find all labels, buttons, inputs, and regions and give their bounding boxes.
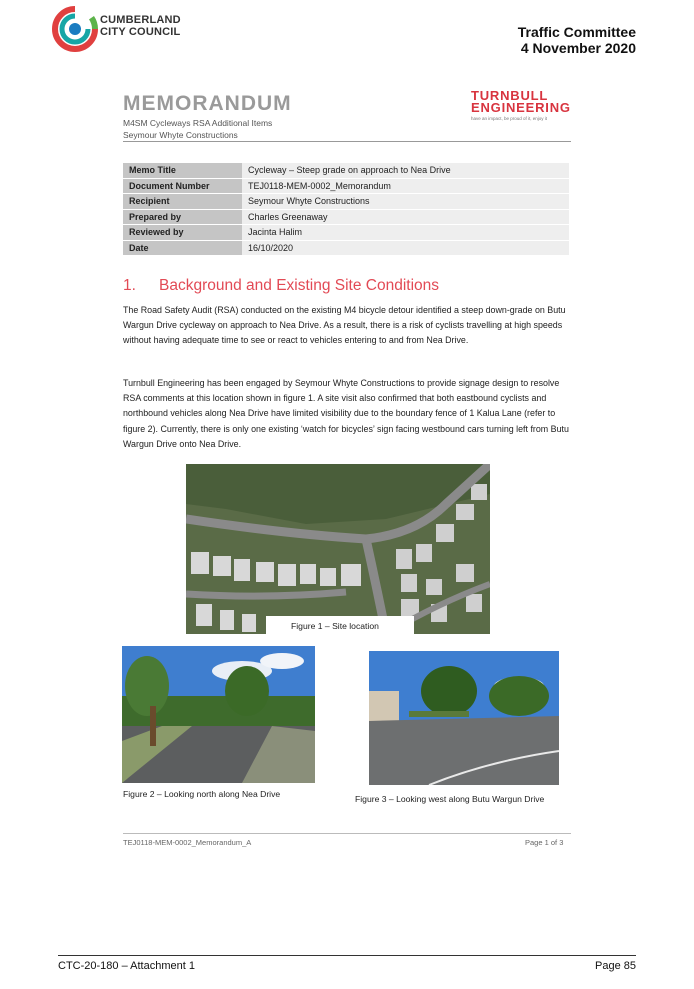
- row-value: 16/10/2020: [242, 240, 569, 256]
- figure-3-caption: Figure 3 – Looking west along Butu Wargun Drive: [355, 794, 545, 804]
- row-key: Document Number: [123, 178, 242, 194]
- memo-subtitle-line2: Seymour Whyte Constructions: [123, 130, 238, 140]
- company-name-line2: ENGINEERING: [471, 100, 571, 115]
- memo-footer-doc-id: TEJ0118-MEM-0002_Memorandum_A: [123, 838, 252, 847]
- cumberland-council-logo: [52, 6, 98, 52]
- turnbull-engineering-logo: [471, 90, 571, 121]
- paragraph-engagement: Turnbull Engineering has been engaged by Seymour Whyte Constructions to provide signage design to resolve RSA comments at this location shown in figure 1. A site visit also confirmed that both eastbound cyclists and northbound vehicles along Nea Drive have limited visibility due to the boundary fence of 1 Kalua Lane (refer to figure 2). Currently, there is only one existing ‘watch for bicycles’ sign facing westbound cars turning left from Butu Wargun Drive onto Nea Drive.: [123, 378, 569, 449]
- figure-1-caption: Figure 1 – Site location: [291, 621, 379, 631]
- row-key: Reviewed by: [123, 225, 242, 241]
- committee-date: 4 November 2020: [520, 40, 636, 56]
- table-row: [123, 163, 569, 178]
- committee-header: [518, 24, 636, 56]
- page-footer-divider: [58, 955, 636, 956]
- memo-info-table: [123, 163, 569, 256]
- memo-footer-page: Page 1 of 3: [525, 838, 564, 847]
- paragraph-rsa: The Road Safety Audit (RSA) conducted on the existing M4 bicycle detour identified a steep down-grade on Butu Wargun Drive cycleway on approach to Nea Drive. As a result, there is a risk of cyclists travelling at high speeds without having adequate time to see or react to vehicles entering to and from Nea Drive.: [123, 305, 566, 346]
- table-row: [123, 225, 569, 241]
- council-name-line2: CITY COUNCIL: [100, 26, 181, 38]
- table-row: [123, 178, 569, 194]
- page-footer-page-number: Page 85: [595, 960, 636, 972]
- row-key: Memo Title: [123, 163, 242, 178]
- memo-subtitle: [123, 117, 272, 141]
- row-value: TEJ0118-MEM-0002_Memorandum: [242, 178, 569, 194]
- committee-title: Traffic Committee: [517, 24, 636, 40]
- figure-1-aerial-image: [186, 464, 490, 634]
- table-row: [123, 209, 569, 225]
- section-heading: [123, 277, 439, 295]
- row-value: Charles Greenaway: [242, 209, 569, 225]
- company-name-line1: TURNBULL: [471, 88, 549, 103]
- row-value: Cycleway – Steep grade on approach to Nea Drive: [242, 163, 569, 178]
- figure-2-photo: [122, 646, 315, 783]
- section-title: Background and Existing Site Conditions: [159, 277, 440, 294]
- section-number: 1.: [123, 277, 136, 294]
- memo-subtitle-line1: M4SM Cycleways RSA Additional Items: [123, 118, 273, 128]
- table-row: [123, 240, 569, 256]
- council-name: [100, 14, 181, 38]
- company-tagline: have an impact, be proud of it, enjoy it: [471, 116, 548, 121]
- row-value: Seymour Whyte Constructions: [242, 194, 569, 210]
- row-key: Prepared by: [123, 209, 242, 225]
- table-row: [123, 194, 569, 210]
- row-key: Recipient: [123, 194, 242, 210]
- row-value: Jacinta Halim: [242, 225, 569, 241]
- memo-header-divider: [123, 141, 571, 142]
- figure-2-caption: Figure 2 – Looking north along Nea Drive: [123, 789, 281, 799]
- row-key: Date: [123, 240, 242, 256]
- page-footer-attachment: CTC-20-180 – Attachment 1: [58, 960, 195, 972]
- figure-3-photo: [369, 651, 559, 785]
- memo-footer-divider: [123, 833, 571, 834]
- council-name-line1: CUMBERLAND: [100, 14, 181, 26]
- memo-title: MEMORANDUM: [123, 92, 292, 115]
